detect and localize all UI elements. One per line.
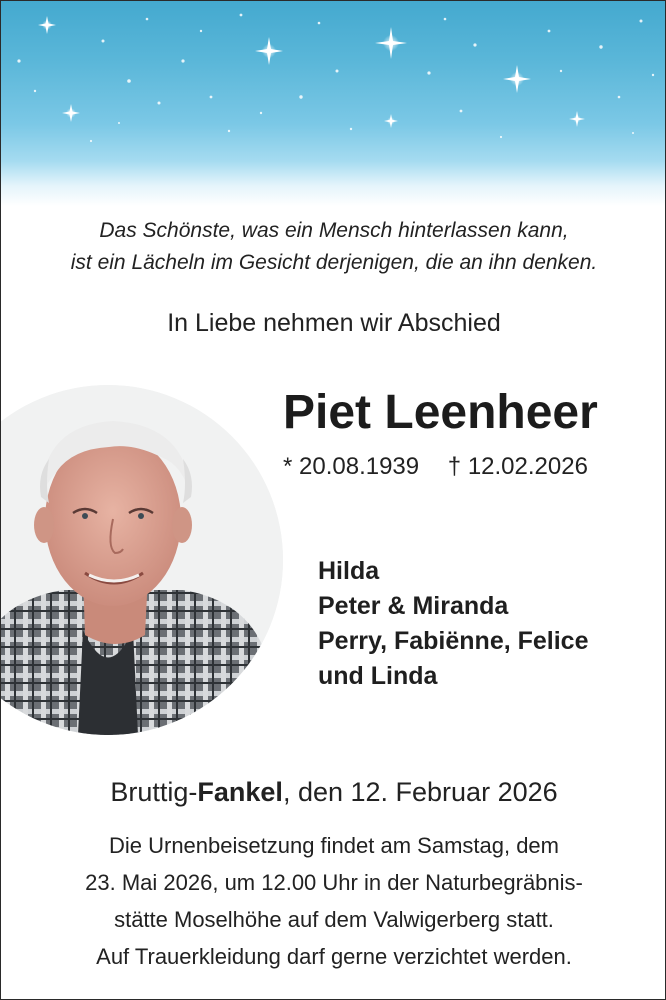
life-dates (283, 453, 588, 481)
quote-line: ist ein Lächeln im Gesicht derjenigen, die an ihn denken. (70, 251, 598, 274)
sparkle-star (384, 114, 398, 128)
funeral-details (1, 827, 666, 975)
deceased-name: Piet Leenheer (283, 386, 598, 439)
place-and-date (1, 777, 666, 808)
stars-decoration (1, 1, 666, 206)
sparkle-star (255, 37, 283, 65)
farewell-heading: In Liebe nehmen wir Abschied (167, 309, 501, 337)
death-date: † 12.02.2026 (447, 453, 588, 480)
family-members (318, 554, 588, 694)
family-member-line: und Linda (318, 662, 438, 690)
town-name-bold: Fankel (197, 777, 283, 807)
family-member-line: Perry, Fabiënne, Felice (318, 627, 589, 655)
sparkle-star (375, 27, 407, 59)
memorial-quote (1, 215, 666, 279)
family-member-line: Peter & Miranda (318, 592, 509, 620)
sparkle-star (569, 111, 585, 127)
details-line: Die Urnenbeisetzung findet am Samstag, dem (108, 833, 559, 858)
details-line: Auf Trauerkleidung darf gerne verzichtet werden. (96, 944, 572, 969)
portrait-photo (0, 385, 283, 735)
starry-sky-banner (1, 1, 666, 206)
portrait-illustration (0, 385, 283, 735)
details-line: stätte Moselhöhe auf dem Valwigerberg statt. (114, 907, 554, 932)
family-member-line: Hilda (318, 557, 380, 585)
sparkle-star (62, 104, 80, 122)
sparkle-star (503, 65, 531, 93)
sparkle-star (38, 16, 56, 34)
quote-line: Das Schönste, was ein Mensch hinterlassen kann, (99, 219, 569, 242)
date-text: , den 12. Februar 2026 (282, 777, 558, 807)
birth-date: * 20.08.1939 (283, 453, 420, 480)
town-prefix: Bruttig- (110, 777, 198, 807)
details-line: 23. Mai 2026, um 12.00 Uhr in der Naturbegräbnis- (85, 870, 583, 895)
